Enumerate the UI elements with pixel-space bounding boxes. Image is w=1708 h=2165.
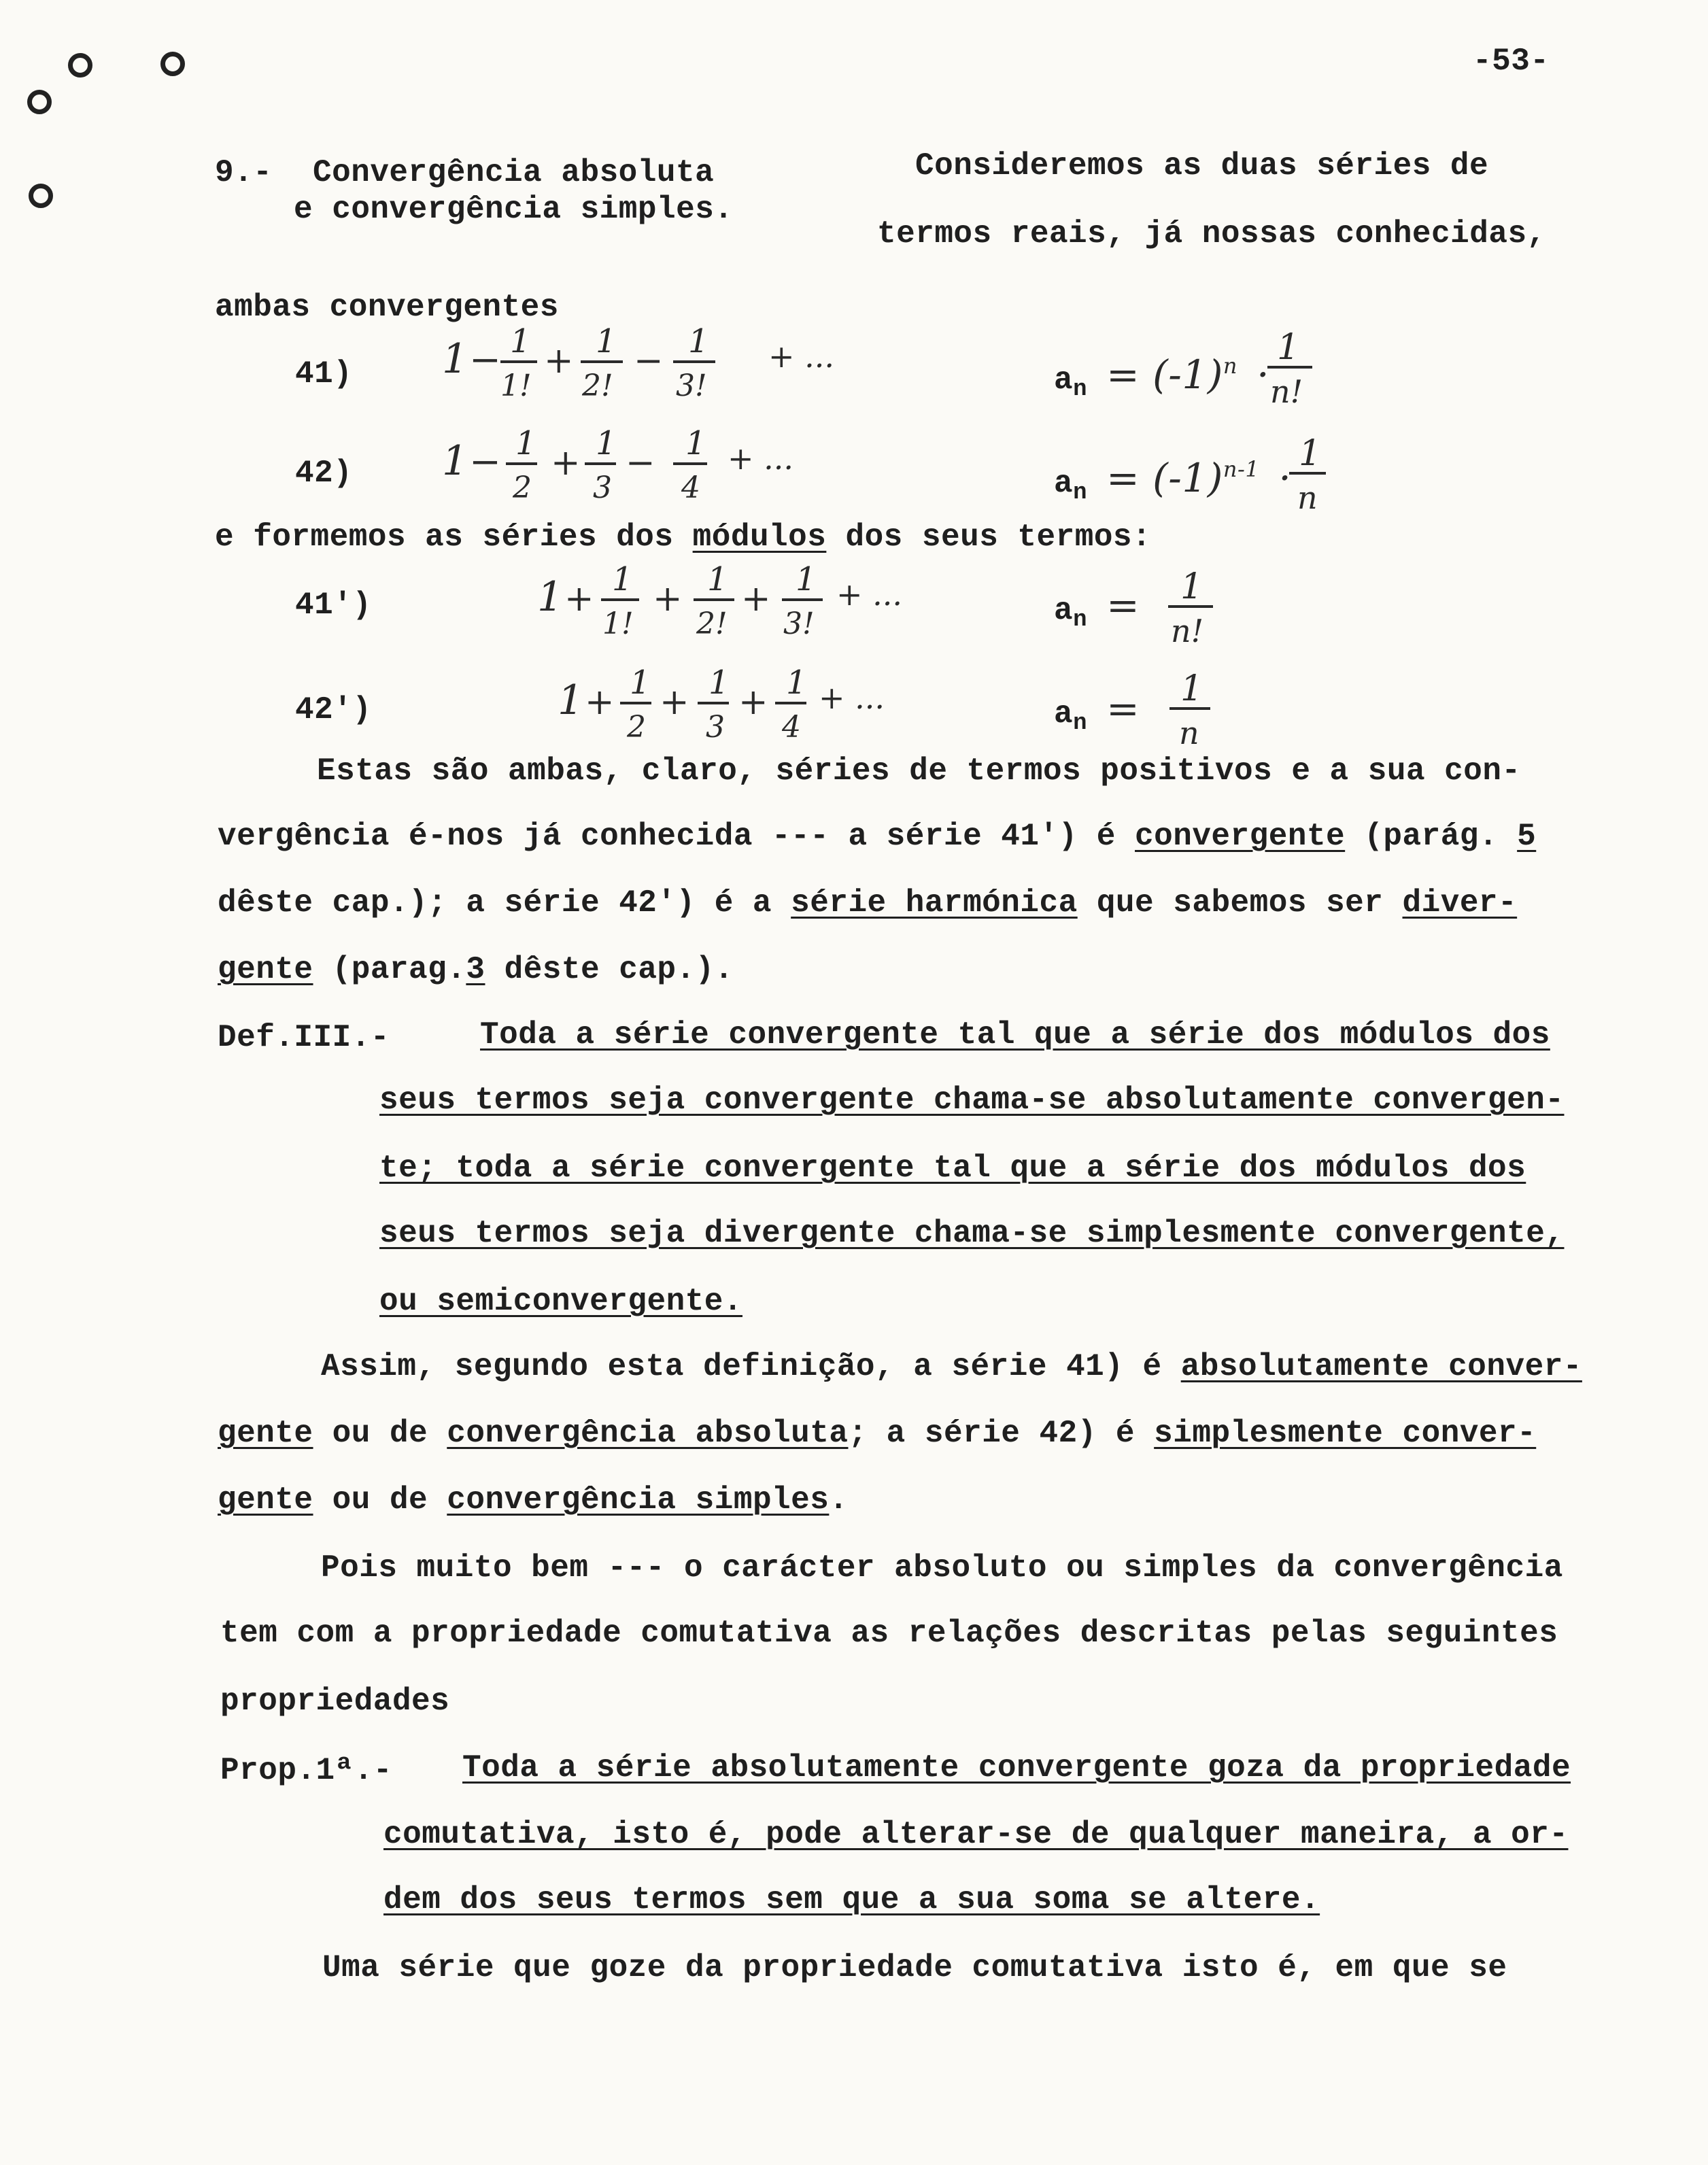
series-41-formula <box>442 320 918 408</box>
prop1-line1: Toda a série absolutamente convergente goza da propriedade <box>462 1750 1571 1786</box>
def3-line4: seus termos seja divergente chama-se simplesmente convergente, <box>379 1216 1565 1251</box>
svg-text:1: 1 <box>1299 433 1322 474</box>
svg-text:−: − <box>469 338 501 382</box>
series-label: 42') <box>295 692 372 728</box>
svg-text:1: 1 <box>612 560 633 598</box>
intro-line1: Consideremos as duas séries de <box>915 148 1489 184</box>
term: 1! <box>500 369 532 403</box>
svg-text:4: 4 <box>782 710 801 745</box>
svg-text:−: − <box>469 440 501 484</box>
svg-text:+: + <box>660 682 689 723</box>
svg-text:1: 1 <box>685 424 706 462</box>
an-formula: $a_n = (-1)^n$ · <box>1054 352 1270 403</box>
svg-text:1: 1 <box>1180 668 1203 709</box>
series-label: 41') <box>295 587 372 623</box>
svg-text:2!: 2! <box>696 607 728 641</box>
punch-hole <box>160 52 185 76</box>
svg-text:3!: 3! <box>783 607 815 641</box>
svg-text:1: 1 <box>596 424 617 462</box>
def3-line2: seus termos seja convergente chama-se absolutamente convergen- <box>379 1082 1565 1118</box>
svg-text:4: 4 <box>681 471 700 505</box>
an-formula: $a_n = (-1)^{n-1}$ · <box>1054 455 1292 506</box>
series-41p-formula <box>537 558 1013 646</box>
section-title-line1: Convergência absoluta <box>313 155 715 190</box>
series-42-formula <box>442 422 918 510</box>
svg-text:+ ...: + ... <box>836 576 903 613</box>
para3-line2: tem com a propriedade comutativa as relações descritas pelas seguintes <box>220 1616 1558 1651</box>
para2-line2: gente ou de convergência absoluta; a série 42) é simplesmente conver- <box>218 1416 1537 1451</box>
svg-text:n!: n! <box>1171 613 1204 649</box>
svg-text:+: + <box>544 341 574 381</box>
svg-text:n: n <box>1179 715 1199 751</box>
term: 1 <box>688 322 709 360</box>
svg-text:−: − <box>626 443 655 483</box>
svg-text:n: n <box>1297 479 1318 516</box>
an-fraction <box>1265 322 1319 417</box>
term: 3! <box>676 369 707 403</box>
svg-text:1: 1 <box>707 560 728 598</box>
section-number: 9.- <box>215 155 273 190</box>
svg-text:1: 1 <box>558 677 584 724</box>
series-label: 42) <box>295 456 353 491</box>
term: 2! <box>582 369 613 403</box>
svg-text:2: 2 <box>627 710 646 745</box>
punch-hole <box>68 53 92 78</box>
para2-line3: gente ou de convergência simples. <box>218 1482 849 1518</box>
para2-line1: Assim, segundo esta definição, a série 41) é absolutamente conver- <box>321 1349 1582 1384</box>
svg-text:1: 1 <box>442 437 468 485</box>
svg-text:1: 1 <box>796 560 817 598</box>
term: 1 <box>442 335 468 383</box>
svg-text:n!: n! <box>1270 373 1303 410</box>
svg-text:+: + <box>653 579 683 619</box>
series-42p-formula <box>558 661 1034 749</box>
svg-text:+: + <box>738 682 768 723</box>
prop1-label: Prop.1ª.- <box>220 1753 392 1788</box>
svg-text:+ ...: + ... <box>819 679 885 716</box>
svg-text:−: − <box>634 341 664 381</box>
svg-text:+: + <box>564 579 594 619</box>
para1-line4: gente (parag.3 dêste cap.). <box>218 952 734 987</box>
svg-text:+: + <box>585 682 615 723</box>
svg-text:3: 3 <box>593 471 612 505</box>
svg-text:2: 2 <box>513 471 532 505</box>
def3-line5: ou semiconvergente. <box>379 1284 742 1319</box>
svg-text:+: + <box>741 579 771 619</box>
def3-line1: Toda a série convergente tal que a série dos módulos dos <box>480 1017 1550 1053</box>
term: 1 <box>596 322 617 360</box>
series-label: 41) <box>295 356 353 392</box>
an-formula: $a_n$ = <box>1054 685 1140 736</box>
svg-text:1: 1 <box>1180 566 1203 607</box>
para3-line1: Pois muito bem --- o carácter absoluto ou simples da convergência <box>321 1550 1563 1586</box>
def3-line3: te; toda a série convergente tal que a série dos módulos dos <box>379 1150 1526 1186</box>
svg-text:1: 1 <box>1277 327 1300 368</box>
punch-hole <box>29 184 53 208</box>
term: 1 <box>510 322 531 360</box>
modulos-line: e formemos as séries dos módulos dos seus termos: <box>215 519 1152 555</box>
svg-text:1: 1 <box>630 664 651 702</box>
svg-text:1: 1 <box>537 573 564 621</box>
para1-line2: vergência é-nos já conhecida --- a série 41') é convergente (parág. 5 <box>218 819 1537 854</box>
svg-text:3: 3 <box>706 710 725 745</box>
prop1-line2: comutativa, isto é, pode alterar-se de qualquer maneira, a or- <box>383 1817 1569 1852</box>
intro-line3: ambas convergentes <box>215 290 559 325</box>
an-fraction <box>1165 664 1220 759</box>
an-fraction <box>1285 428 1339 524</box>
page-number: -53- <box>1473 44 1550 79</box>
an-fraction <box>1165 562 1220 657</box>
def3-label: Def.III.- <box>218 1020 390 1055</box>
intro-line2: termos reais, já nossas conhecidas, <box>877 216 1546 252</box>
svg-text:1: 1 <box>708 664 730 702</box>
svg-text:1: 1 <box>515 424 536 462</box>
svg-text:1: 1 <box>786 664 807 702</box>
para3-line3: propriedades <box>220 1684 450 1719</box>
svg-text:1!: 1! <box>602 607 634 641</box>
punch-hole <box>27 90 52 114</box>
prop1-line3: dem dos seus termos sem que a sua soma se altere. <box>383 1882 1320 1917</box>
svg-text:+: + <box>551 443 581 483</box>
para1-line1: Estas são ambas, claro, séries de termos positivos e a sua con- <box>317 753 1521 789</box>
last-line: Uma série que goze da propriedade comutativa isto é, em que se <box>322 1950 1507 1985</box>
an-formula: $a_n$ = <box>1054 582 1140 633</box>
svg-text:+ ...: + ... <box>728 440 794 477</box>
para1-line3: dêste cap.); a série 42') é a série harmónica que sabemos ser diver- <box>218 885 1518 921</box>
section-title-line2: e convergência simples. <box>294 192 734 227</box>
term: + ... <box>768 338 835 375</box>
